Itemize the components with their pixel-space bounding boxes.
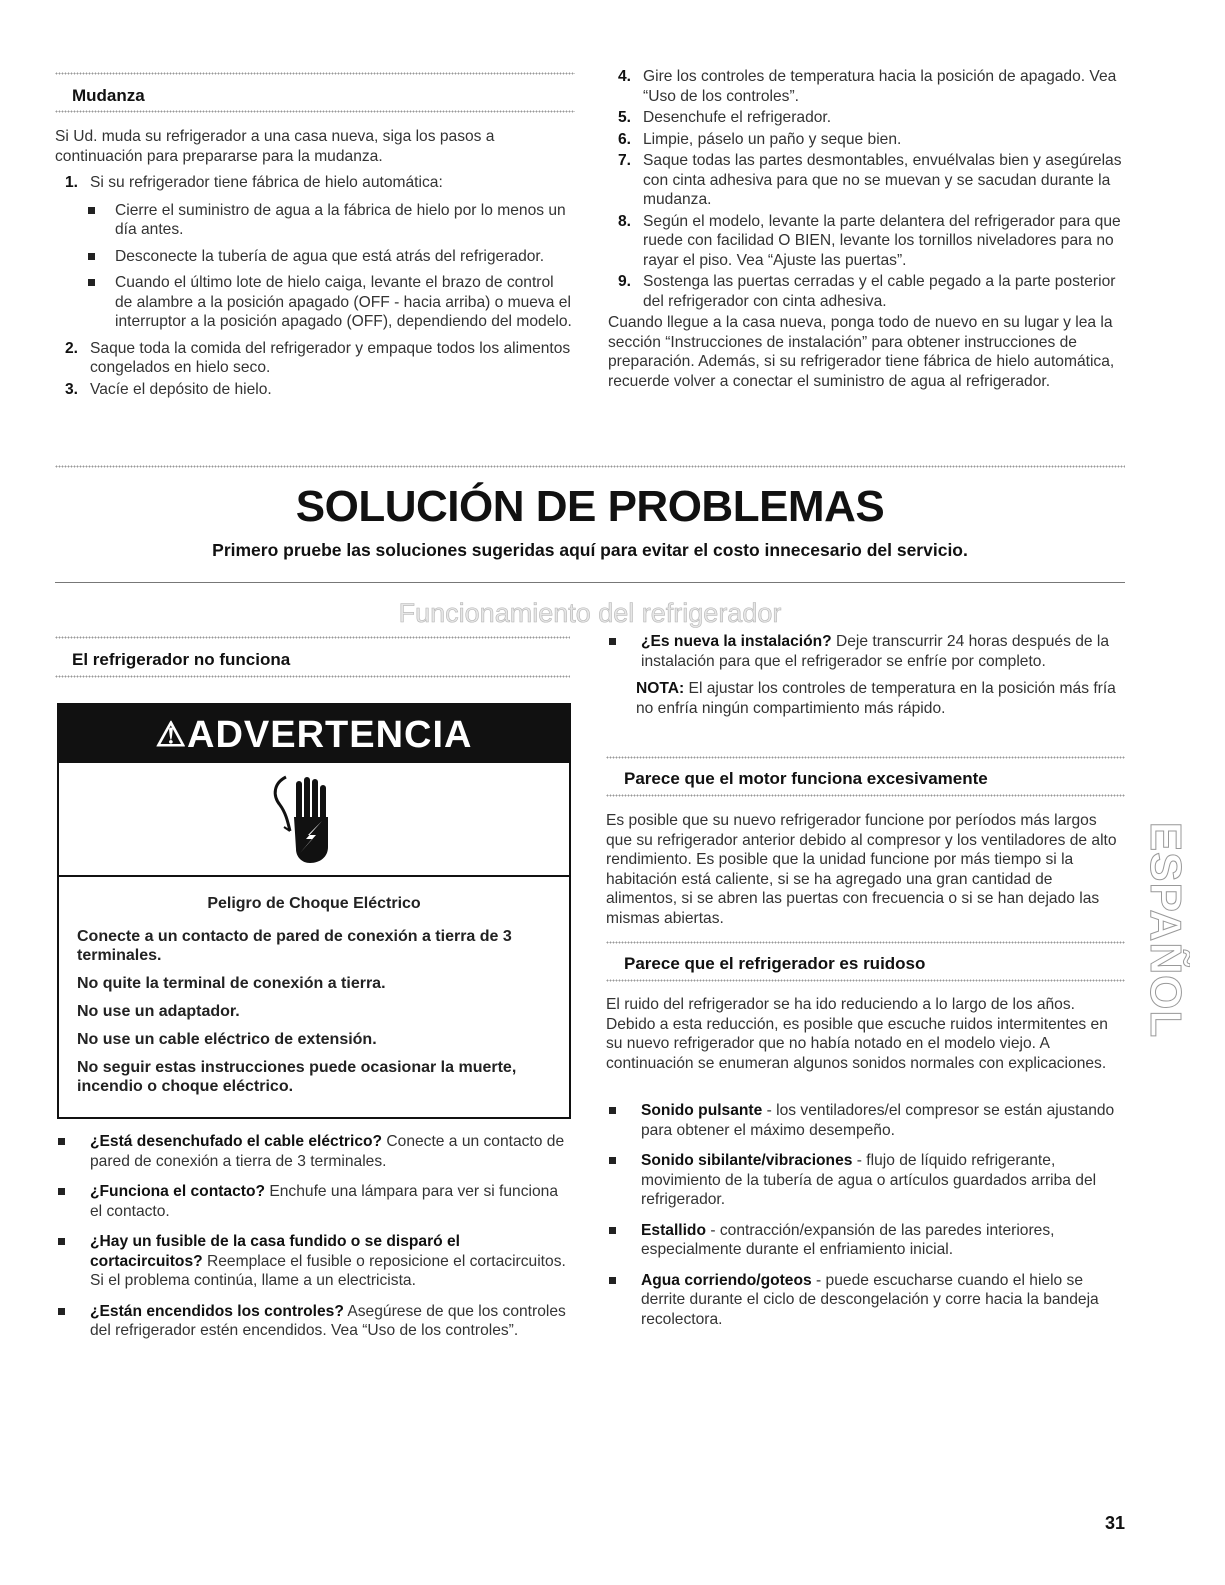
divider	[606, 979, 1125, 982]
list-item: Agua corriendo/goteos - puede escucharse cuando el hielo se derrite durante el ciclo de descongelación y corre hacia la bandeja recolectora.	[606, 1271, 1121, 1330]
list-item: 8. Según el modelo, levante la parte delantera del refrigerador para que ruede con facilidad O BIEN, levante los tornillos niveladores para no rayar el piso. Vea “Ajuste las puertas”.	[618, 212, 1121, 269]
list-item: 7. Saque todas las partes desmontables, envuélvalas bien y asegúrelas con cinta adhesiva para que no se muevan y se sacudan durante la mudanza.	[618, 152, 1122, 208]
warning-triangle-icon: ⚠	[155, 716, 187, 754]
list-item: 3. Vacíe el depósito de hielo.	[65, 380, 272, 398]
checklist-right	[606, 632, 1121, 718]
divider	[55, 675, 570, 678]
divider	[606, 941, 1125, 944]
divider	[606, 756, 1125, 759]
warning-line: No seguir estas instrucciones puede ocasionar la muerte, incendio o choque eléctrico.	[77, 1059, 517, 1095]
mudanza-intro: Si Ud. muda su refrigerador a una casa nueva, siga los pasos a continuación para prepararse para la mudanza.	[55, 128, 495, 165]
list-item: ¿Está desenchufado el cable eléctrico? Conecte a un contacto de pared de conexión a tierra de 3 terminales.	[55, 1132, 570, 1171]
list-item: 6. Limpie, páselo un paño y seque bien.	[618, 130, 902, 148]
sounds-list	[606, 1101, 1121, 1340]
warning-body	[59, 877, 569, 1096]
checklist-left	[55, 1132, 570, 1352]
warning-line: No quite la terminal de conexión a tierra.	[77, 975, 386, 992]
list-item: ¿Están encendidos los controles? Asegúrese de que los controles del refrigerador estén encendidos. Vea “Uso de los controles”.	[55, 1302, 570, 1341]
side-language-tab: ESPAÑOL	[1141, 821, 1190, 1039]
list-item: Sonido sibilante/vibraciones - flujo de líquido refrigerante, movimiento de la tubería de agua o artículos guardados arriba del refrigerador.	[606, 1151, 1121, 1210]
category-heading: Funcionamiento del refrigerador	[398, 598, 782, 628]
list-item: ¿Es nueva la instalación? Deje transcurrir 24 horas después de la instalación para que el refrigerador se enfríe por completo.	[606, 632, 1121, 671]
list-item: 4. Gire los controles de temperatura hacia la posición de apagado. Vea “Uso de los controles”.	[618, 68, 1117, 105]
warning-line: Conecte a un contacto de pared de conexión a tierra de 3 terminales.	[77, 928, 512, 964]
divider	[55, 72, 575, 75]
divider	[55, 636, 570, 639]
list-item: Sonido pulsante - los ventiladores/el compresor se están ajustando para obtener el máximo desempeño.	[606, 1101, 1121, 1140]
motor-text: Es posible que su nuevo refrigerador funcione por períodos más largos que su refrigerador anterior debido al compresor y los ventiladores de alto rendimiento. Es posible que la unidad funcione por más tiempo si la habitación está caliente, si se ha agregado una gran cantidad de alimentos, si se abren las puertas con frecuencia o si se han dejado las mismas abiertas.	[606, 812, 1117, 927]
mudanza-closing: Cuando llegue a la casa nueva, ponga todo de nuevo en su lugar y lea la sección “Instrucciones de instalación” para obtener instrucciones de preparación. Además, si su refrigerador tiene fábrica de hielo automática, recuerde volver a conectar el suministro de agua al refrigerador.	[608, 314, 1115, 390]
list-item: Estallido - contracción/expansión de las paredes interiores, especialmente durante el enfriamiento inicial.	[606, 1221, 1121, 1260]
warning-box	[57, 703, 571, 1119]
list-item: ¿Hay un fusible de la casa fundido o se disparó el cortacircuitos? Reemplace el fusible o reposicione el cortacircuitos. Si el problema continúa, llame a un electricista.	[55, 1232, 570, 1291]
mudanza-steps-right	[608, 67, 1123, 391]
page-number: 31	[1104, 1513, 1125, 1533]
warning-line: No use un cable eléctrico de extensión.	[77, 1031, 377, 1048]
divider	[55, 110, 575, 113]
divider	[55, 465, 1125, 468]
warning-symbol-area	[59, 763, 569, 877]
list-item: 1. Si su refrigerador tiene fábrica de hielo automática:	[65, 174, 443, 191]
page-subtitle: Primero pruebe las soluciones sugeridas aquí para evitar el costo innecesario del servicio.	[212, 540, 968, 560]
warning-line: No use un adaptador.	[77, 1003, 240, 1020]
list-item: Cierre el suministro de agua a la fábrica de hielo por lo menos un día antes.	[55, 201, 575, 240]
warning-header: ⚠ADVERTENCIA	[59, 705, 569, 763]
list-item: 9. Sostenga las puertas cerradas y el cable pegado a la parte posterior del refrigerador con cinta adhesiva.	[618, 273, 1116, 310]
section-heading-ruidoso: Parece que el refrigerador es ruidoso	[624, 954, 926, 973]
ruidoso-text: El ruido del refrigerador se ha ido reduciendo a lo largo de los años. Debido a esta reducción, es posible que escuche ruidos intermitentes en su nuevo refrigerador que no había notado en el modelo viejo. A continuación se enumeran algunos sonidos normales con explicaciones.	[606, 996, 1108, 1072]
section-heading-no-funciona: El refrigerador no funciona	[72, 650, 291, 669]
divider	[55, 582, 1125, 583]
list-item: 2. Saque toda la comida del refrigerador y empaque todos los alimentos congelados en hielo seco.	[65, 339, 571, 376]
warning-title: Peligro de Choque Eléctrico	[207, 895, 421, 912]
list-item: Desconecte la tubería de agua que está atrás del refrigerador.	[55, 247, 575, 267]
electric-shock-hand-icon	[264, 769, 344, 869]
section-heading-mudanza: Mudanza	[72, 86, 145, 105]
mudanza-steps-left	[55, 173, 575, 401]
page-title: SOLUCIÓN DE PROBLEMAS	[295, 482, 885, 531]
list-item: 5. Desenchufe el refrigerador.	[618, 109, 832, 126]
note: NOTA: El ajustar los controles de temperatura en la posición más fría no enfría ningún compartimiento más rápido.	[636, 680, 1116, 717]
divider	[606, 794, 1125, 797]
list-item: ¿Funciona el contacto? Enchufe una lámpara para ver si funciona el contacto.	[55, 1182, 570, 1221]
section-heading-motor: Parece que el motor funciona excesivamente	[624, 769, 988, 788]
list-item: Cuando el último lote de hielo caiga, levante el brazo de control de alambre a la posición apagado (OFF - hacia arriba) o mueva el interruptor a la posición apagado (OFF), dependiendo del modelo.	[55, 273, 575, 332]
